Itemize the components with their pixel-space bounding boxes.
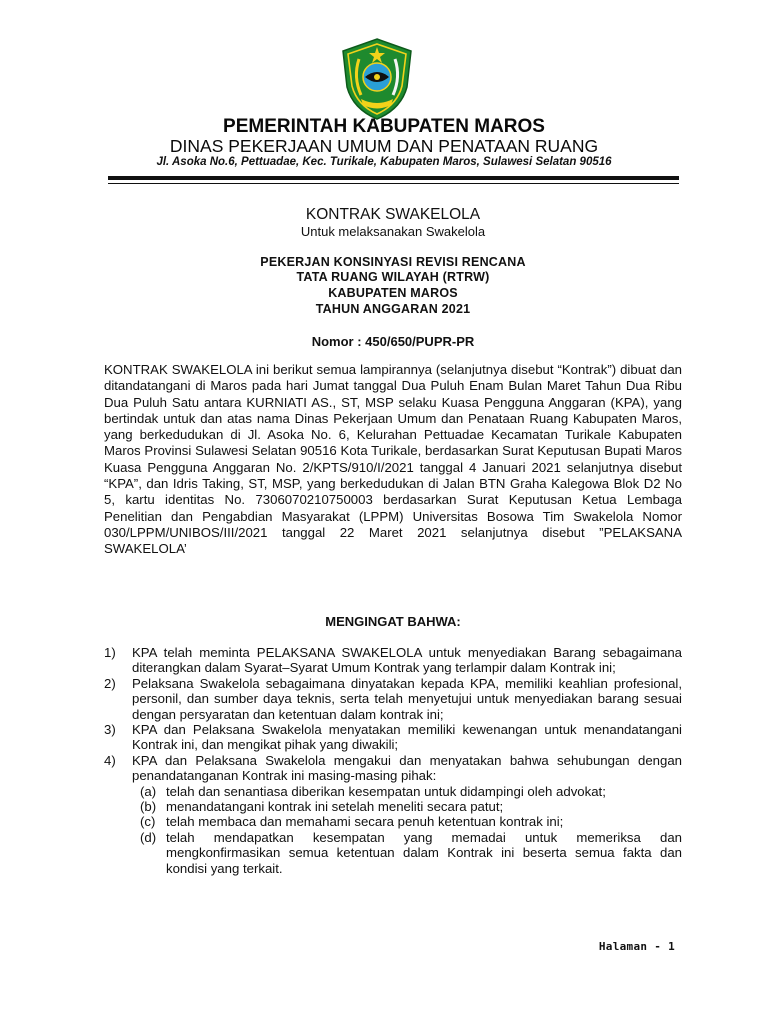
document-number: Nomor : 450/650/PUPR-PR	[311, 334, 475, 349]
project-line: KABUPATEN MAROS	[328, 286, 458, 300]
list-item-number: 3)	[104, 722, 116, 738]
mengingat-list	[104, 645, 682, 876]
sub-item-text: menandatangani kontrak ini setelah meneliti secara patut;	[166, 799, 504, 815]
document-title: KONTRAK SWAKELOLA	[305, 206, 481, 223]
list-item	[104, 753, 682, 876]
header-rule-thin	[108, 183, 679, 184]
header-rule-thick	[108, 176, 679, 180]
sub-item-text: telah mendapatkan kesempatan yang memadai untuk memeriksa dan mengkonfirmasikan semua ketentuan dalam Kontrak ini beserta semua fakta dan kondisi yang terkait.	[166, 829, 682, 876]
list-item-text: KPA dan Pelaksana Swakelola mengakui dan menyatakan bahwa sehubungan dengan penandatanganan Kontrak ini masing-masing pihak:	[132, 752, 682, 784]
sub-list-item	[132, 784, 682, 799]
sub-list-item	[132, 799, 682, 814]
list-item-text: KPA dan Pelaksana Swakelola menyatakan memiliki kewenangan untuk menandatangani Kontrak ini, dan mengikat pihak yang diwakili;	[132, 722, 682, 753]
list-item-text: KPA telah meminta PELAKSANA SWAKELOLA untuk menyediakan Barang sebagaimana diterangkan dalam Syarat–Syarat Umum Kontrak yang terlampir dalam Kontrak ini;	[132, 645, 682, 676]
list-item	[104, 676, 682, 722]
list-item-text: Pelaksana Swakelola sebagaimana dinyatakan kepada KPA, memiliki keahlian profesional, personil, dan sumber daya teknis, serta telah menyetujui untuk menyediakan barang sesuai dengan persyaratan dan ketentuan dalam kontrak ini;	[132, 675, 682, 722]
kabupaten-maros-emblem-icon	[341, 37, 413, 121]
sub-item-text: telah dan senantiasa diberikan kesempatan untuk didampingi oleh advokat;	[166, 783, 606, 799]
sub-item-letter: (a)	[140, 783, 157, 799]
sub-list-item	[132, 830, 682, 876]
kop-address: Jl. Asoka No.6, Pettuadae, Kec. Turikale, Kabupaten Maros, Sulawesi Selatan 90516	[156, 156, 612, 168]
project-line: TAHUN ANGGARAN 2021	[315, 302, 471, 316]
kop-subtitle: DINAS PEKERJAAN UMUM DAN PENATAAN RUANG	[169, 136, 599, 156]
document-subtitle: Untuk melaksanakan Swakelola	[300, 224, 486, 239]
project-line: PEKERJAN KONSINYASI REVISI RENCANA	[260, 255, 526, 269]
sub-item-letter: (d)	[140, 829, 157, 845]
list-item	[104, 645, 682, 676]
list-item-number: 4)	[104, 752, 116, 768]
page-number: Halaman - 1	[598, 940, 675, 953]
sub-list-item	[132, 814, 682, 829]
sub-item-text: telah membaca dan memahami secara penuh ketentuan kontrak ini;	[166, 814, 564, 830]
opening-paragraph: KONTRAK SWAKELOLA ini berikut semua lampirannya (selanjutnya disebut “Kontrak”) dibuat dan ditandatangani di Maros pada hari Jumat tanggal Dua Puluh Enam Bulan Maret Tahun Dua Ribu Dua Puluh Satu antara KURNIATI AS., ST, MSP selaku Kuasa Pengguna Anggaran (KPA), yang bertindak untuk dan atas nama Dinas Pekerjaan Umum dan Penataan Ruang Kabupaten Maros, yang berkedudukan di Jl. Asoka No. 6, Kelurahan Pettuadae Kecamatan Turikale Kabupaten Maros Provinsi Sulawesi Selatan 90516 Kota Turikale, berdasarkan Surat Keputusan Bupati Maros Kuasa Pengguna Anggaran No. 2/KPTS/910/I/2021 tanggal 4 Januari 2021 selanjutnya disebut “KPA”, dan Idris Taking, ST, MSP, yang berkedudukan di Jalan BTN Graha Kalegowa Blok D2 No 5, kartu identitas No. 7306070210750003 berdasarkan Surat Keputusan Ketua Lembaga Penelitian dan Pengabdian Masyarakat (LPPM) Universitas Bosowa Tim Swakelola Nomor 030/LPPM/UNIBOS/III/2021 tanggal 22 Maret 2021 selanjutnya disebut ”PELAKSANA SWAKELOLA’	[104, 362, 682, 557]
sub-item-letter: (b)	[140, 799, 157, 815]
project-line: TATA RUANG WILAYAH (RTRW)	[296, 270, 490, 284]
list-item-number: 1)	[104, 645, 116, 660]
mengingat-heading: MENGINGAT BAHWA:	[325, 614, 461, 629]
kop-title: PEMERINTAH KABUPATEN MAROS	[223, 116, 545, 137]
list-item-number: 2)	[104, 675, 116, 691]
sub-item-letter: (c)	[140, 814, 156, 830]
list-item	[104, 722, 682, 753]
